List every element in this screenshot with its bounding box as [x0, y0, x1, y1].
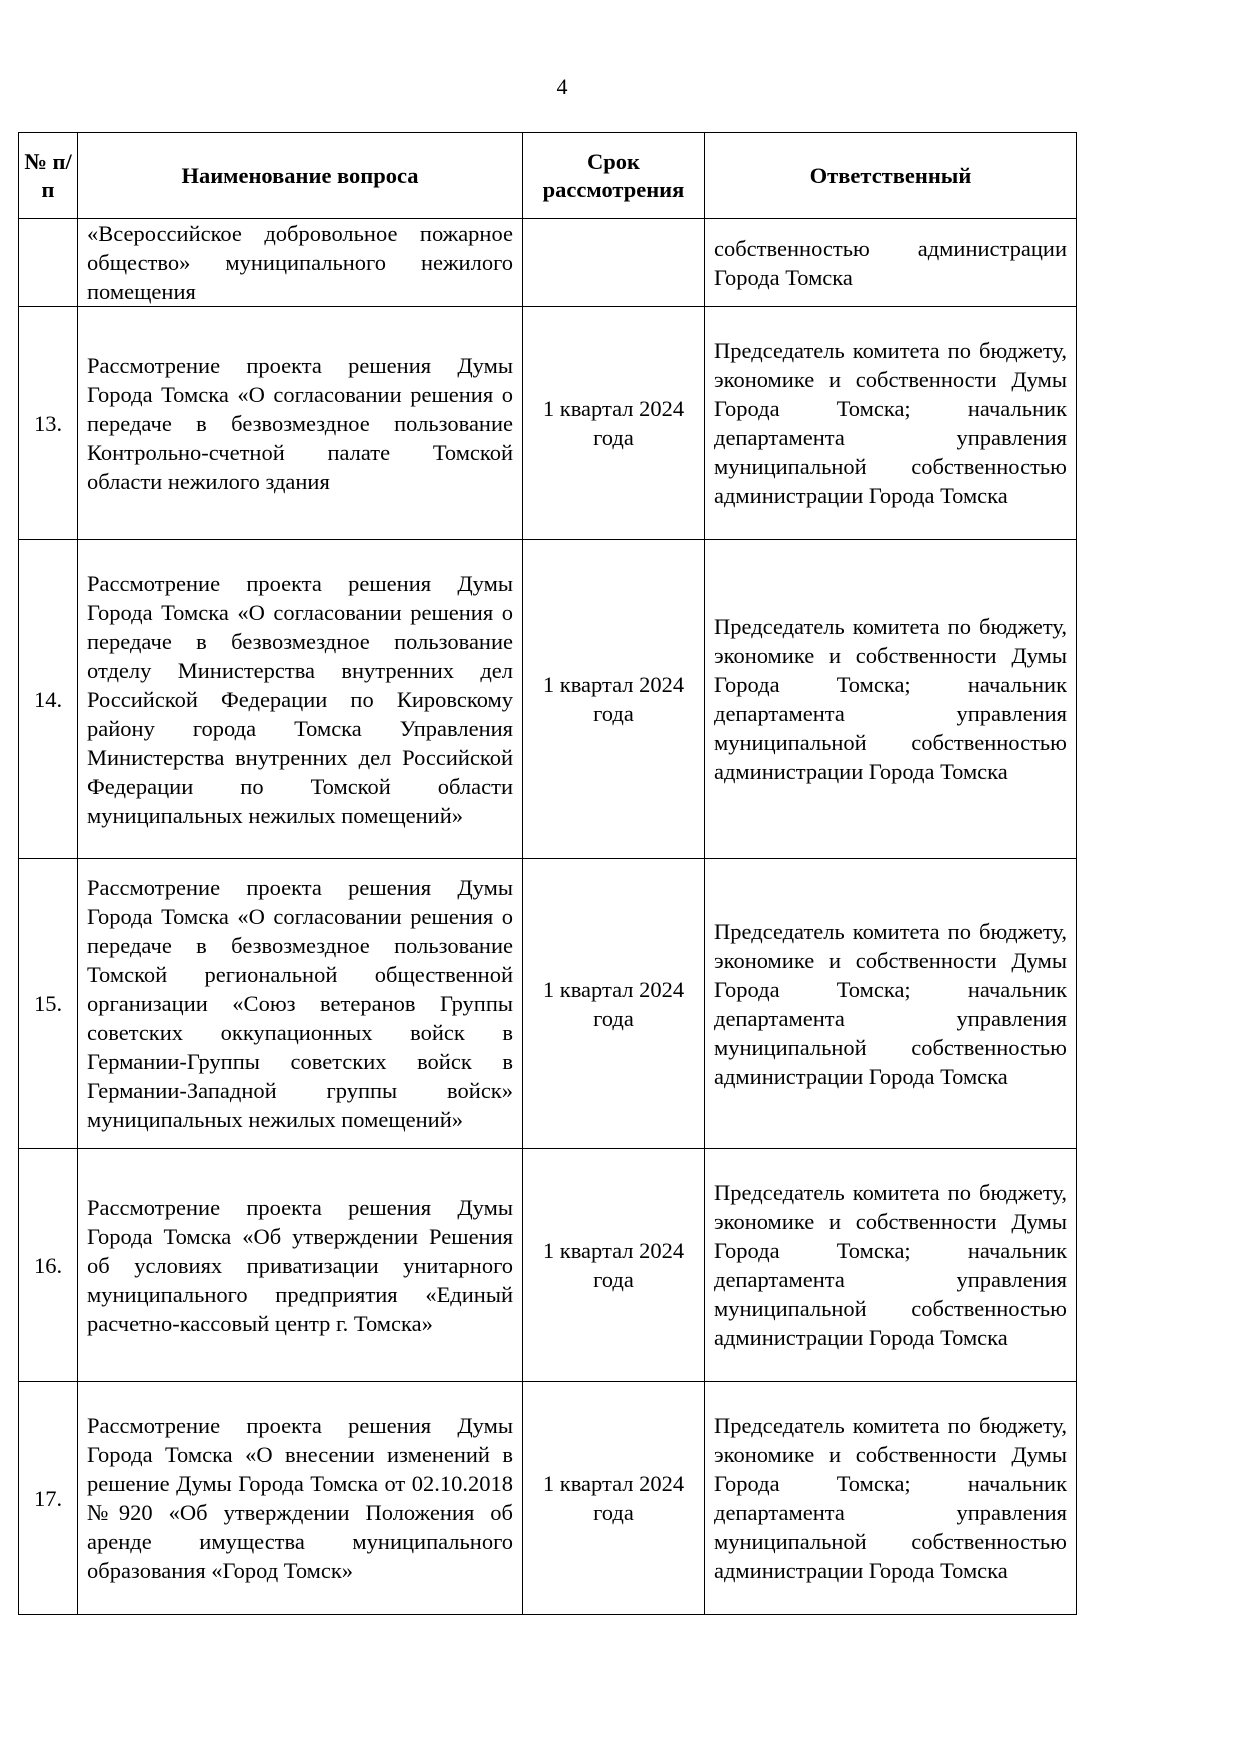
- row-responsible: Председатель комитета по бюджету, экономике и собственности Думы Города Томска; начальник департамента управления муниципальной собственностью администрации Города Томска: [705, 1382, 1077, 1615]
- row-term: 1 квартал 2024 года: [523, 307, 705, 540]
- row-name: Рассмотрение проекта решения Думы Города Томска «О согласовании решения о передаче в безвозмездное пользование Томской региональной общественной организации «Союз ветеранов Группы советских оккупационных войск в Германии-Группы советских войск в Германии-Западной группы войск» муниципальных нежилых помещений»: [78, 859, 523, 1149]
- row-responsible: Председатель комитета по бюджету, экономике и собственности Думы Города Томска; начальник департамента управления муниципальной собственностью администрации Города Томска: [705, 540, 1077, 859]
- agenda-table: [18, 132, 1077, 1615]
- table-row: [19, 219, 1077, 307]
- row-responsible: Председатель комитета по бюджету, экономике и собственности Думы Города Томска; начальник департамента управления муниципальной собственностью администрации Города Томска: [705, 307, 1077, 540]
- header-num: № п/п: [19, 133, 78, 219]
- row-name: Рассмотрение проекта решения Думы Города Томска «О внесении изменений в решение Думы Города Томска от 02.10.2018 №920 «Об утверждении Положения об аренде имущества муниципального образования «Город Томск»: [78, 1382, 523, 1615]
- table-row: [19, 307, 1077, 540]
- table-row: [19, 540, 1077, 859]
- row-term: 1 квартал 2024 года: [523, 1382, 705, 1615]
- row-responsible: собственностью администрации Города Томска: [705, 219, 1077, 307]
- row-num: 13.: [19, 307, 78, 540]
- row-term: [523, 219, 705, 307]
- header-name: Наименование вопроса: [78, 133, 523, 219]
- row-term: 1 квартал 2024 года: [523, 1149, 705, 1382]
- row-name: Рассмотрение проекта решения Думы Города Томска «О согласовании решения о передаче в безвозмездное пользование Контрольно-счетной палате Томской области нежилого здания: [78, 307, 523, 540]
- row-num: 14.: [19, 540, 78, 859]
- row-name: Рассмотрение проекта решения Думы Города Томска «Об утверждении Решения об условиях приватизации унитарного муниципального предприятия «Единый расчетно-кассовый центр г. Томска»: [78, 1149, 523, 1382]
- row-num: 15.: [19, 859, 78, 1149]
- row-name: «Всероссийское добровольное пожарное общество» муниципального нежилого помещения: [78, 219, 523, 307]
- row-term: 1 квартал 2024 года: [523, 859, 705, 1149]
- row-term: 1 квартал 2024 года: [523, 540, 705, 859]
- table-row: [19, 1382, 1077, 1615]
- row-name: Рассмотрение проекта решения Думы Города Томска «О согласовании решения о передаче в безвозмездное пользование отделу Министерства внутренних дел Российской Федерации по Кировскому району города Томска Управления Министерства внутренних дел Российской Федерации по Томской области муниципальных нежилых помещений»: [78, 540, 523, 859]
- table-row: [19, 859, 1077, 1149]
- table-header-row: [19, 133, 1077, 219]
- page-number: 4: [556, 74, 568, 99]
- row-num: 16.: [19, 1149, 78, 1382]
- row-responsible: Председатель комитета по бюджету, экономике и собственности Думы Города Томска; начальник департамента управления муниципальной собственностью администрации Города Томска: [705, 1149, 1077, 1382]
- row-num: [19, 219, 78, 307]
- row-num: 17.: [19, 1382, 78, 1615]
- header-responsible: Ответственный: [705, 133, 1077, 219]
- row-responsible: Председатель комитета по бюджету, экономике и собственности Думы Города Томска; начальник департамента управления муниципальной собственностью администрации Города Томска: [705, 859, 1077, 1149]
- header-term: Срок рассмотрения: [523, 133, 705, 219]
- table-row: [19, 1149, 1077, 1382]
